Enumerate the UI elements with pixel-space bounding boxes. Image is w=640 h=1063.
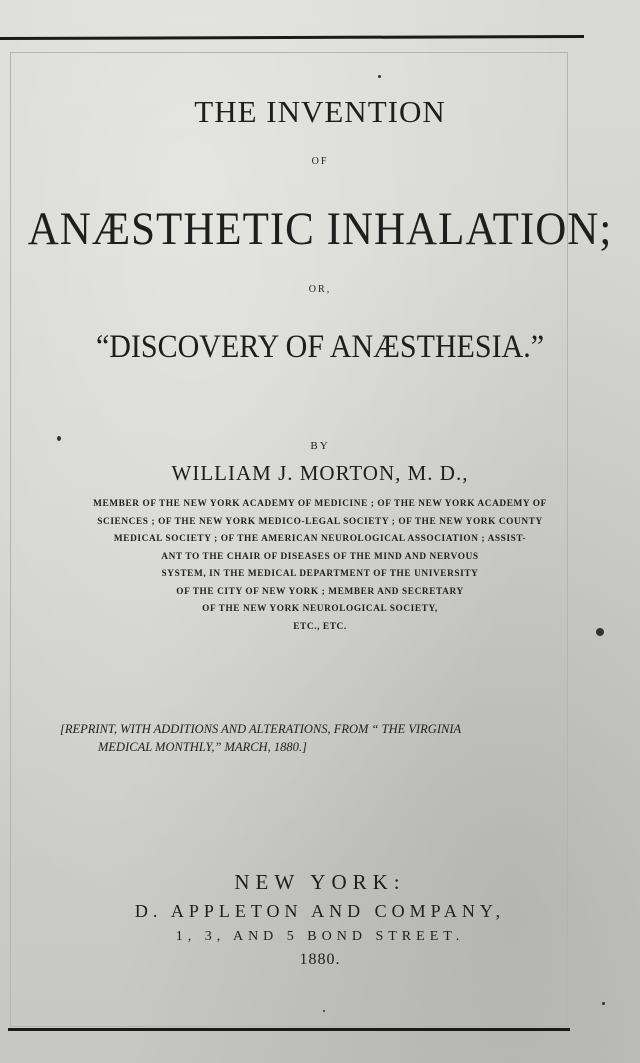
description-line: OF THE NEW YORK NEUROLOGICAL SOCIETY, (202, 604, 438, 614)
description-line: OF THE CITY OF NEW YORK ; MEMBER AND SECRETARY (176, 586, 464, 597)
ink-speck (323, 1010, 325, 1012)
reprint-note-line: MEDICAL MONTHLY,” MARCH, 1880.] (98, 740, 307, 754)
ink-speck (378, 75, 381, 78)
author-description (40, 496, 600, 636)
description-line: MEDICAL SOCIETY ; OF THE AMERICAN NEUROLOGICAL ASSOCIATION ; ASSIST- (113, 534, 527, 544)
imprint-city: NEW YORK: (234, 870, 406, 894)
imprint-address: 1, 3, AND 5 BOND STREET. (175, 929, 465, 944)
reprint-note-line: [REPRINT, WITH ADDITIONS AND ALTERATIONS, FROM “ THE VIRGINIA (60, 722, 462, 736)
top-rule (0, 35, 584, 40)
bottom-rule (8, 1028, 570, 1031)
description-line: SYSTEM, IN THE MEDICAL DEPARTMENT OF THE UNIVERSITY (161, 569, 479, 579)
imprint-publisher: D. APPLETON AND COMPANY, (134, 901, 506, 921)
ink-speck (57, 436, 61, 441)
by-word: BY (310, 440, 330, 452)
author-name: WILLIAM J. MORTON, M. D., (171, 461, 469, 485)
reprint-note (60, 720, 580, 756)
description-line: SCIENCES ; OF THE NEW YORK MEDICO-LEGAL SOCIETY ; OF THE NEW YORK COUNTY (97, 516, 543, 527)
description-line: ETC., ETC. (293, 621, 347, 632)
or-word: OR, (308, 284, 332, 295)
description-line: MEMBER OF THE NEW YORK ACADEMY OF MEDICINE ; OF THE NEW YORK ACADEMY OF (93, 499, 547, 509)
ink-speck (596, 628, 604, 636)
description-line: ANT TO THE CHAIR OF DISEASES OF THE MIND AND NERVOUS (161, 551, 479, 562)
imprint-year: 1880. (299, 951, 341, 968)
of-word: OF (311, 156, 329, 167)
title-line-3: “DISCOVERY OF ANÆSTHESIA.” (95, 328, 545, 365)
title-line-1: THE INVENTION (194, 94, 446, 129)
title-line-2: ANÆSTHETIC INHALATION; (27, 204, 613, 255)
ink-speck (602, 1002, 605, 1005)
